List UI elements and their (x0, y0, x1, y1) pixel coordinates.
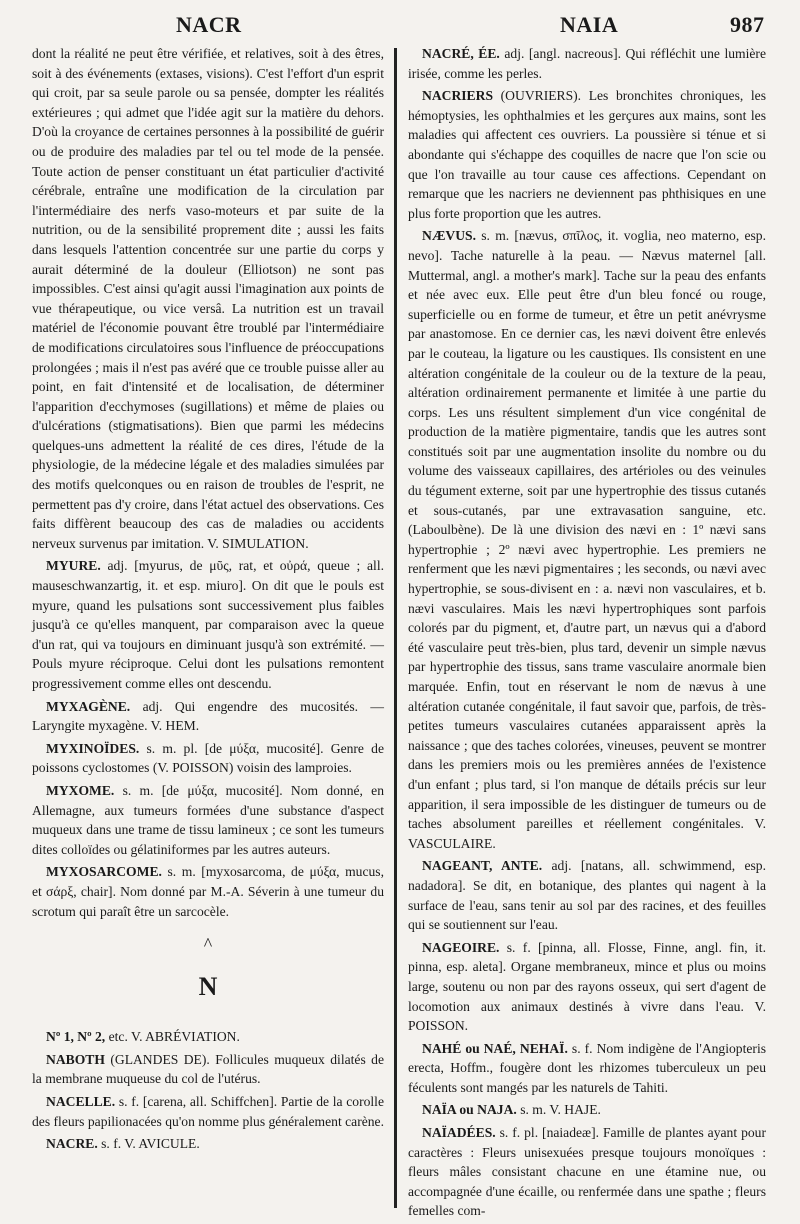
entry-nageoire (408, 938, 766, 1036)
definition: (GLANDES DE). Follicules muqueux dilatés de la membrane muqueuse du col de l'utérus. (32, 1051, 384, 1087)
definition: adj. [myurus, de μῦς, rat, et οὐρά, queue ; all. mauseschwanzartig, it. et esp. miuro]. On dit que le pouls est myure, quand les pulsations sont successivement plus faibles jusqu'à ce qu'elles manquent, par comparaison avec la queue d'un rat, qui va toujours en diminuant jusqu'à son extrémité. — Pouls myure réciproque. Celui dont les pulsations remontent progressivement comme elles ont descendu. (32, 558, 384, 691)
definition: s. m. [nævus, σπῖλος, it. voglia, neo materno, esp. nevo]. Tache naturelle à la peau. — Nævus maternel [all. Muttermal, angl. a mother's mark]. Tache sur la peau des enfants et née avec eux. Elle peut être d'un bleu foncé ou rouge, superficielle ou en forme de tumeur, et être un petit anévrysme par anastomose. En ce dernier cas, les nævi doivent être enlevés par le couteau, la ligature ou les caustiques. Ils consistent en une altération congénitale de la couleur ou de la texture de la peau, altération ordinairement permanente et limitée à une partie du corps. Les uns résultent simplement d'un vice congénital de production de la matière pigmentaire, tandis que les autres sont constitués soit par une augmentation insolite du nombre ou du volume des vaisseaux capillaires, des artérioles ou des veinules du tégument externe, soit par une hypertrophie des tissus cutanés et sous-cutanés, par une extravasation sanguine, etc. (Laboulbène). De là une division des nævi en : 1º nævi sans hypertrophie ; 2º nævi avec hypertrophie. Les premiers ne renferment que les nævi pigmentaires ; les seconds, ou nævi avec hypertrophie, se sous-divisent en : a. nævi non vasculaires, et b. nævi vasculaires. Mais les nævi hypertrophiques sont parfois colorés par du pigment, et, d'autre part, un nævus qui a d'abord été vasculaire peut très-bien, plus tard, devenir un simple nævus par hypertrophie des tissus, sans trame vasculaire anormale bien marquée. Enfin, tout en réservant le nom de nævus à une altération cutanée congénitale, il faut savoir que, parfois, de très-petites tumeurs vasculaires cutanées apparaissent après la naissance ; que des taches colorées, vineuses, peuvent se montrer dans les premiers mois ou les premières années de l'existence d'un enfant ; plus tard, si l'on manque de détails précis sur leur apparition, il sera impossible de les distinguer de tumeurs ou de taches absolument pareilles et réellement congénitales. V. VASCULAIRE. (408, 228, 766, 851)
headword: NAÏA ou NAJA. (422, 1102, 517, 1118)
headword: NABOTH (46, 1051, 105, 1067)
entry-myxome (32, 781, 384, 859)
definition: adj. [natans, all. schwimmend, esp. nadadora]. Se dit, en botanique, des plantes qui nagent à la surface de l'eau, sans tenir au sol par des racines, et des feuilles qui se soutiennent sur l'eau. (408, 858, 766, 933)
entry-myxosarcome (32, 862, 384, 921)
headword: MYXOSARCOME. (46, 864, 162, 880)
headword: NAÏADÉES. (422, 1125, 496, 1141)
page-number: 987 (730, 12, 765, 37)
definition: adj. [angl. nacreous]. Qui réfléchit une lumière irisée, comme les perles. (408, 46, 766, 81)
entry-myxinoides (32, 739, 384, 778)
entry-naia (408, 1100, 766, 1120)
left-column (32, 44, 384, 1157)
entry-myure (32, 556, 384, 693)
headword: NACELLE. (46, 1093, 116, 1109)
headword: NAGEANT, ANTE. (422, 858, 543, 874)
definition: etc. V. ABRÉVIATION. (108, 1029, 240, 1045)
running-head-center: NAIA (560, 12, 619, 37)
entry-continuation: dont la réalité ne peut être vérifiée, et relatives, soit à des êtres, soit à des événements (extases, visions). C'est l'effort d'un esprit qui croit, par sa seule parole ou sa pensée, dompter les réalités extérieures ; qui admet que l'idée agit sur la matière du dehors. D'où la croyance de certaines personnes à la possibilité de guérir ou de produire des maladies par tel ou tel mode de la pensée. Toute action de penser constituant un état particulier d'activité cérébrale, entraîne une modification de la circulation par l'intermédiaire des nerfs vaso-moteurs et par suite de la nutrition, ou de la sensibilité proprement dite ; aussi les faits dans lesquels l'attention concentrée sur une partie du corps y aurait déterminé de la douleur (Elliotson) ne sont pas impossibles. C'est ainsi qu'agit aussi l'imagination aux points de vue thérapeutique, ou vice versâ. La nutrition est un travail matériel de l'économie pouvant être troublé par l'intermédiaire de modifications circulatoires sous l'influence de préoccupations prolongées ; mais il n'est pas avéré que ce trouble puisse aller au point, en fait d'intensité et de localisation, de déterminer l'apparition d'ecchymoses (sugillations) et même de plaies ou d'ulcérations (stigmatisations). Bien que parmi les médecins quelques-uns admettent la réalité de ces dires, l'étude de la physiologie, de la médecine légale et des maladies simulées par des motifs quelconques ou en raison de troubles de l'esprit, ne permettent pas d'y croire, dans l'état actuel des observations. Ces faits diffèrent beaucoup des cas de maladies ou accidents nerveux survenus par imitation. V. SIMULATION. (32, 46, 384, 551)
right-column (408, 44, 766, 1224)
headword: NACRIERS (422, 88, 494, 104)
definition: s. f. [pinna, all. Flosse, Finne, angl. fin, it. pinna, esp. aleta]. Organe membraneux, mince et plus ou moins large, soutenu ou non par des rayons osseux, qui sert d'agent de locomotion aux animaux destinés à vivre dans l'eau. V. POISSON. (408, 939, 766, 1034)
section-letter: N (198, 972, 218, 1002)
entry-naiadees (408, 1123, 766, 1221)
headword: NACRÉ, ÉE. (422, 46, 500, 61)
headword: MYURE. (46, 558, 101, 574)
definition: s. m. [de μύξα, mucosité]. Nom donné, en Allemagne, aux tumeurs formées d'une substance d'aspect muqueux dans une trame de tissu lamineux ; ce sont les tumeurs dites colloïdes ou gélatiniformes par les autres auteurs. (32, 782, 385, 857)
definition: s. f. Nom indigène de l'Angiopteris erecta, Hoffm., fougère dont les rhizomes tuberculeux un peu féculents sont mangés par les naturels de Tahiti. (408, 1040, 767, 1095)
definition: s. f. pl. [naiadeæ]. Famille de plantes ayant pour caractères : Fleurs unisexuées presque toujours monoïques : fleurs mâles consistant chacune en une étamine nue, ou accompagnée d'une écaille, ou renfermée dans une spathe ; fleurs femelles com- (408, 1125, 766, 1219)
entry-naboth (32, 1050, 384, 1089)
entry-myxagene (32, 697, 384, 736)
entry-n1 (32, 1027, 384, 1047)
headword: NAGEOIRE. (422, 939, 500, 955)
headword: NAHÉ ou NAÉ, NEHAÏ. (422, 1040, 568, 1056)
definition: s. m. V. HAJE. (520, 1102, 601, 1118)
headword: MYXINOÏDES. (46, 740, 140, 756)
headword: NÆVUS. (422, 228, 477, 244)
definition: s. f. V. AVICULE. (101, 1136, 200, 1152)
headword: MYXAGÈNE. (46, 698, 131, 714)
column-divider (394, 48, 397, 1208)
entry-nacelle (32, 1092, 384, 1131)
definition: s. m. [myxosarcoma, de μύξα, mucus, et σάρξ, chair]. Nom donné par M.-A. Séverin à une tumeur du scrotum qui paraît être un sarcocèle. (32, 864, 384, 919)
headword: MYXOME. (46, 782, 115, 798)
definition: adj. Qui engendre des mucosités. — Laryngite myxagène. V. HEM. (32, 698, 385, 734)
running-head-left: NACR (176, 12, 242, 37)
entry-naevus (408, 226, 766, 853)
entry-nahe (408, 1039, 766, 1098)
entry-nacre-ee (408, 44, 766, 83)
definition: s. m. pl. [de μύξα, mucosité]. Genre de poissons cyclostomes (V. POISSON) voisin des lamproies. (32, 740, 384, 776)
circumflex-ornament: ^ (203, 934, 213, 955)
definition: (OUVRIERS). Les bronchites chroniques, les hémoptysies, les ophthalmies et les gerçures aux mains, sont les maladies qui affectent ces ouvriers. La poussière si ténue et si abondante qui s'échappe des coquilles de nacre que l'on scie ou que l'on travaille au tour cause ces affections. Cependant on remarque que les nacriers ne deviennent pas phthisiques en une plus forte proportion que les autres. (408, 88, 766, 221)
entry-nacriers (408, 86, 766, 223)
headword: NACRE. (46, 1136, 98, 1152)
definition: s. f. [carena, all. Schiffchen]. Partie de la corolle des fleurs papilionacées qu'on nomme plus généralement carène. (32, 1093, 384, 1129)
entry-nageant (408, 856, 766, 934)
entry-nacre (32, 1134, 384, 1154)
headword: Nº 1, Nº 2, (46, 1029, 106, 1045)
